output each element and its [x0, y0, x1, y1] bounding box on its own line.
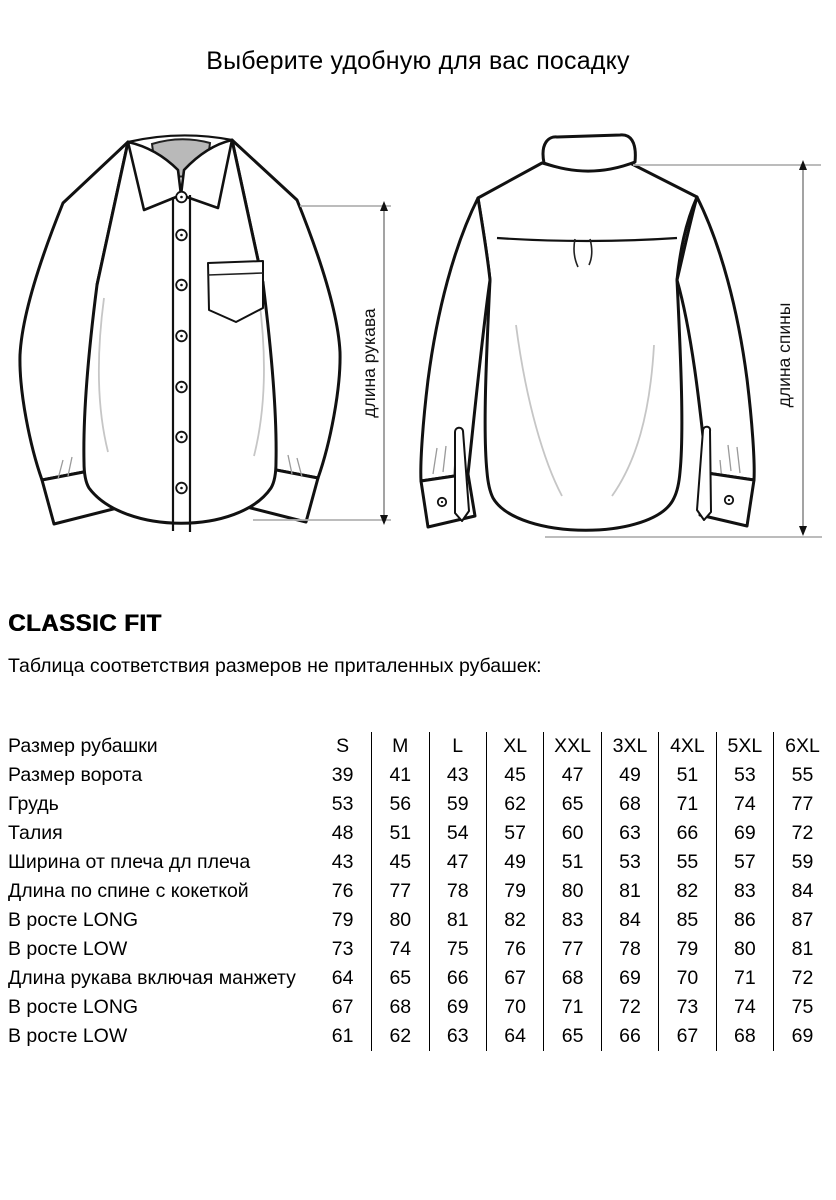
size-value-cell: 55 — [774, 761, 831, 790]
size-value-cell: 51 — [544, 848, 601, 877]
size-value-cell: 84 — [601, 906, 658, 935]
size-value-cell: 66 — [659, 819, 716, 848]
shirt-diagrams — [0, 130, 836, 570]
page-title: Выберите удобную для вас посадку — [206, 47, 630, 75]
row-label: Размер ворота — [8, 764, 143, 786]
size-value-cell: 74 — [372, 935, 429, 964]
size-value-cell: 86 — [716, 906, 773, 935]
size-value-cell: 48 — [331, 822, 354, 844]
row-label: В росте LOW — [8, 1025, 128, 1047]
size-value-cell: 70 — [486, 993, 543, 1022]
row-label: Талия — [8, 822, 63, 844]
back-length-label: длина спины — [774, 302, 794, 408]
size-value-cell: 47 — [544, 761, 601, 790]
row-label: В росте LONG — [8, 909, 139, 931]
row-label: Длина по спине с кокеткой — [8, 880, 249, 902]
row-label: В росте LONG — [8, 996, 139, 1018]
size-value-cell: 62 — [486, 790, 543, 819]
table-row — [8, 819, 831, 848]
size-value-cell: 55 — [659, 848, 716, 877]
size-value-cell: 68 — [601, 790, 658, 819]
size-value-cell: 61 — [331, 1025, 354, 1047]
size-value-cell: 65 — [372, 964, 429, 993]
size-value-cell: 78 — [429, 877, 486, 906]
size-value-cell: 53 — [331, 793, 354, 815]
size-value-cell: 72 — [774, 819, 831, 848]
table-row — [8, 964, 831, 993]
size-value-cell: 77 — [372, 877, 429, 906]
size-value-cell: 64 — [486, 1022, 543, 1051]
size-value-cell: 71 — [716, 964, 773, 993]
shirt-front-drawing — [20, 135, 340, 532]
size-value-cell: 66 — [429, 964, 486, 993]
size-value-cell: 76 — [331, 880, 354, 902]
size-value-cell: 41 — [372, 761, 429, 790]
size-value-cell: 69 — [601, 964, 658, 993]
size-value-cell: 76 — [486, 935, 543, 964]
size-value-cell: 81 — [601, 877, 658, 906]
size-column-header: 5XL — [716, 732, 773, 761]
table-row — [8, 790, 831, 819]
table-caption: Таблица соответствия размеров не приталенных рубашек: — [8, 655, 542, 677]
row-label: Ширина от плеча дл плеча — [8, 851, 251, 873]
back-collar — [543, 135, 635, 171]
table-row — [8, 906, 831, 935]
fit-heading: CLASSIC FIT — [8, 610, 162, 637]
size-value-cell: 51 — [372, 819, 429, 848]
size-value-cell: 78 — [601, 935, 658, 964]
table-row — [8, 877, 831, 906]
size-value-cell: 69 — [716, 819, 773, 848]
size-value-cell: 65 — [544, 1022, 601, 1051]
size-column-header: 4XL — [659, 732, 716, 761]
size-value-cell: 45 — [486, 761, 543, 790]
size-value-cell: 80 — [544, 877, 601, 906]
right-sleeve-placket — [697, 427, 711, 520]
size-value-cell: 81 — [429, 906, 486, 935]
size-value-cell: 66 — [601, 1022, 658, 1051]
table-row — [8, 761, 831, 790]
size-value-cell: 77 — [774, 790, 831, 819]
size-value-cell: 64 — [331, 967, 354, 989]
size-value-cell: 74 — [716, 993, 773, 1022]
size-value-cell: 82 — [486, 906, 543, 935]
size-column-header: L — [429, 732, 486, 761]
shirt-back-drawing — [421, 135, 754, 530]
size-column-header: 3XL — [601, 732, 658, 761]
size-column-header: 6XL — [774, 732, 831, 761]
size-column-header: XXL — [544, 732, 601, 761]
size-value-cell: 57 — [486, 819, 543, 848]
size-column-header: S — [336, 735, 350, 757]
size-value-cell: 69 — [429, 993, 486, 1022]
size-value-cell: 79 — [659, 935, 716, 964]
size-value-cell: 72 — [601, 993, 658, 1022]
size-value-cell: 82 — [659, 877, 716, 906]
size-value-cell: 83 — [544, 906, 601, 935]
size-value-cell: 84 — [774, 877, 831, 906]
size-value-cell: 59 — [429, 790, 486, 819]
chest-pocket — [208, 261, 263, 322]
size-value-cell: 63 — [601, 819, 658, 848]
size-value-cell: 70 — [659, 964, 716, 993]
table-row — [8, 848, 831, 877]
size-column-header: M — [372, 732, 429, 761]
size-value-cell: 53 — [716, 761, 773, 790]
size-value-cell: 75 — [774, 993, 831, 1022]
size-value-cell: 80 — [716, 935, 773, 964]
size-value-cell: 79 — [331, 909, 354, 931]
size-value-cell: 67 — [486, 964, 543, 993]
size-value-cell: 65 — [544, 790, 601, 819]
size-value-cell: 56 — [372, 790, 429, 819]
size-value-cell: 57 — [716, 848, 773, 877]
size-value-cell: 80 — [372, 906, 429, 935]
size-value-cell: 59 — [774, 848, 831, 877]
size-value-cell: 77 — [544, 935, 601, 964]
size-value-cell: 68 — [544, 964, 601, 993]
size-value-cell: 67 — [659, 1022, 716, 1051]
size-value-cell: 43 — [331, 851, 354, 873]
row-label: Длина рукава включая манжету — [8, 967, 296, 989]
size-value-cell: 81 — [774, 935, 831, 964]
size-value-cell: 62 — [372, 1022, 429, 1051]
table-row — [8, 993, 831, 1022]
size-value-cell: 51 — [659, 761, 716, 790]
size-value-cell: 45 — [372, 848, 429, 877]
size-value-cell: 71 — [659, 790, 716, 819]
sleeve-length-label: длина рукава — [359, 308, 379, 418]
row-label: Размер рубашки — [8, 735, 158, 757]
size-value-cell: 67 — [331, 996, 354, 1018]
size-column-header: XL — [486, 732, 543, 761]
size-value-cell: 63 — [429, 1022, 486, 1051]
size-header-row — [8, 732, 831, 761]
size-value-cell: 74 — [716, 790, 773, 819]
size-value-cell: 43 — [429, 761, 486, 790]
size-table-body — [8, 732, 831, 1051]
row-label: Грудь — [8, 793, 59, 815]
size-value-cell: 73 — [659, 993, 716, 1022]
table-row — [8, 1022, 831, 1051]
size-value-cell: 60 — [544, 819, 601, 848]
size-value-cell: 69 — [774, 1022, 831, 1051]
size-value-cell: 85 — [659, 906, 716, 935]
size-value-cell: 68 — [716, 1022, 773, 1051]
size-value-cell: 71 — [544, 993, 601, 1022]
size-value-cell: 54 — [429, 819, 486, 848]
size-value-cell: 53 — [601, 848, 658, 877]
row-label: В росте LOW — [8, 938, 128, 960]
size-value-cell: 68 — [372, 993, 429, 1022]
size-value-cell: 73 — [331, 938, 354, 960]
size-table — [8, 732, 831, 1051]
size-value-cell: 79 — [486, 877, 543, 906]
size-value-cell: 75 — [429, 935, 486, 964]
size-value-cell: 49 — [486, 848, 543, 877]
size-value-cell: 72 — [774, 964, 831, 993]
size-value-cell: 49 — [601, 761, 658, 790]
table-row — [8, 935, 831, 964]
size-value-cell: 83 — [716, 877, 773, 906]
size-value-cell: 39 — [331, 764, 354, 786]
size-value-cell: 47 — [429, 848, 486, 877]
size-value-cell: 87 — [774, 906, 831, 935]
